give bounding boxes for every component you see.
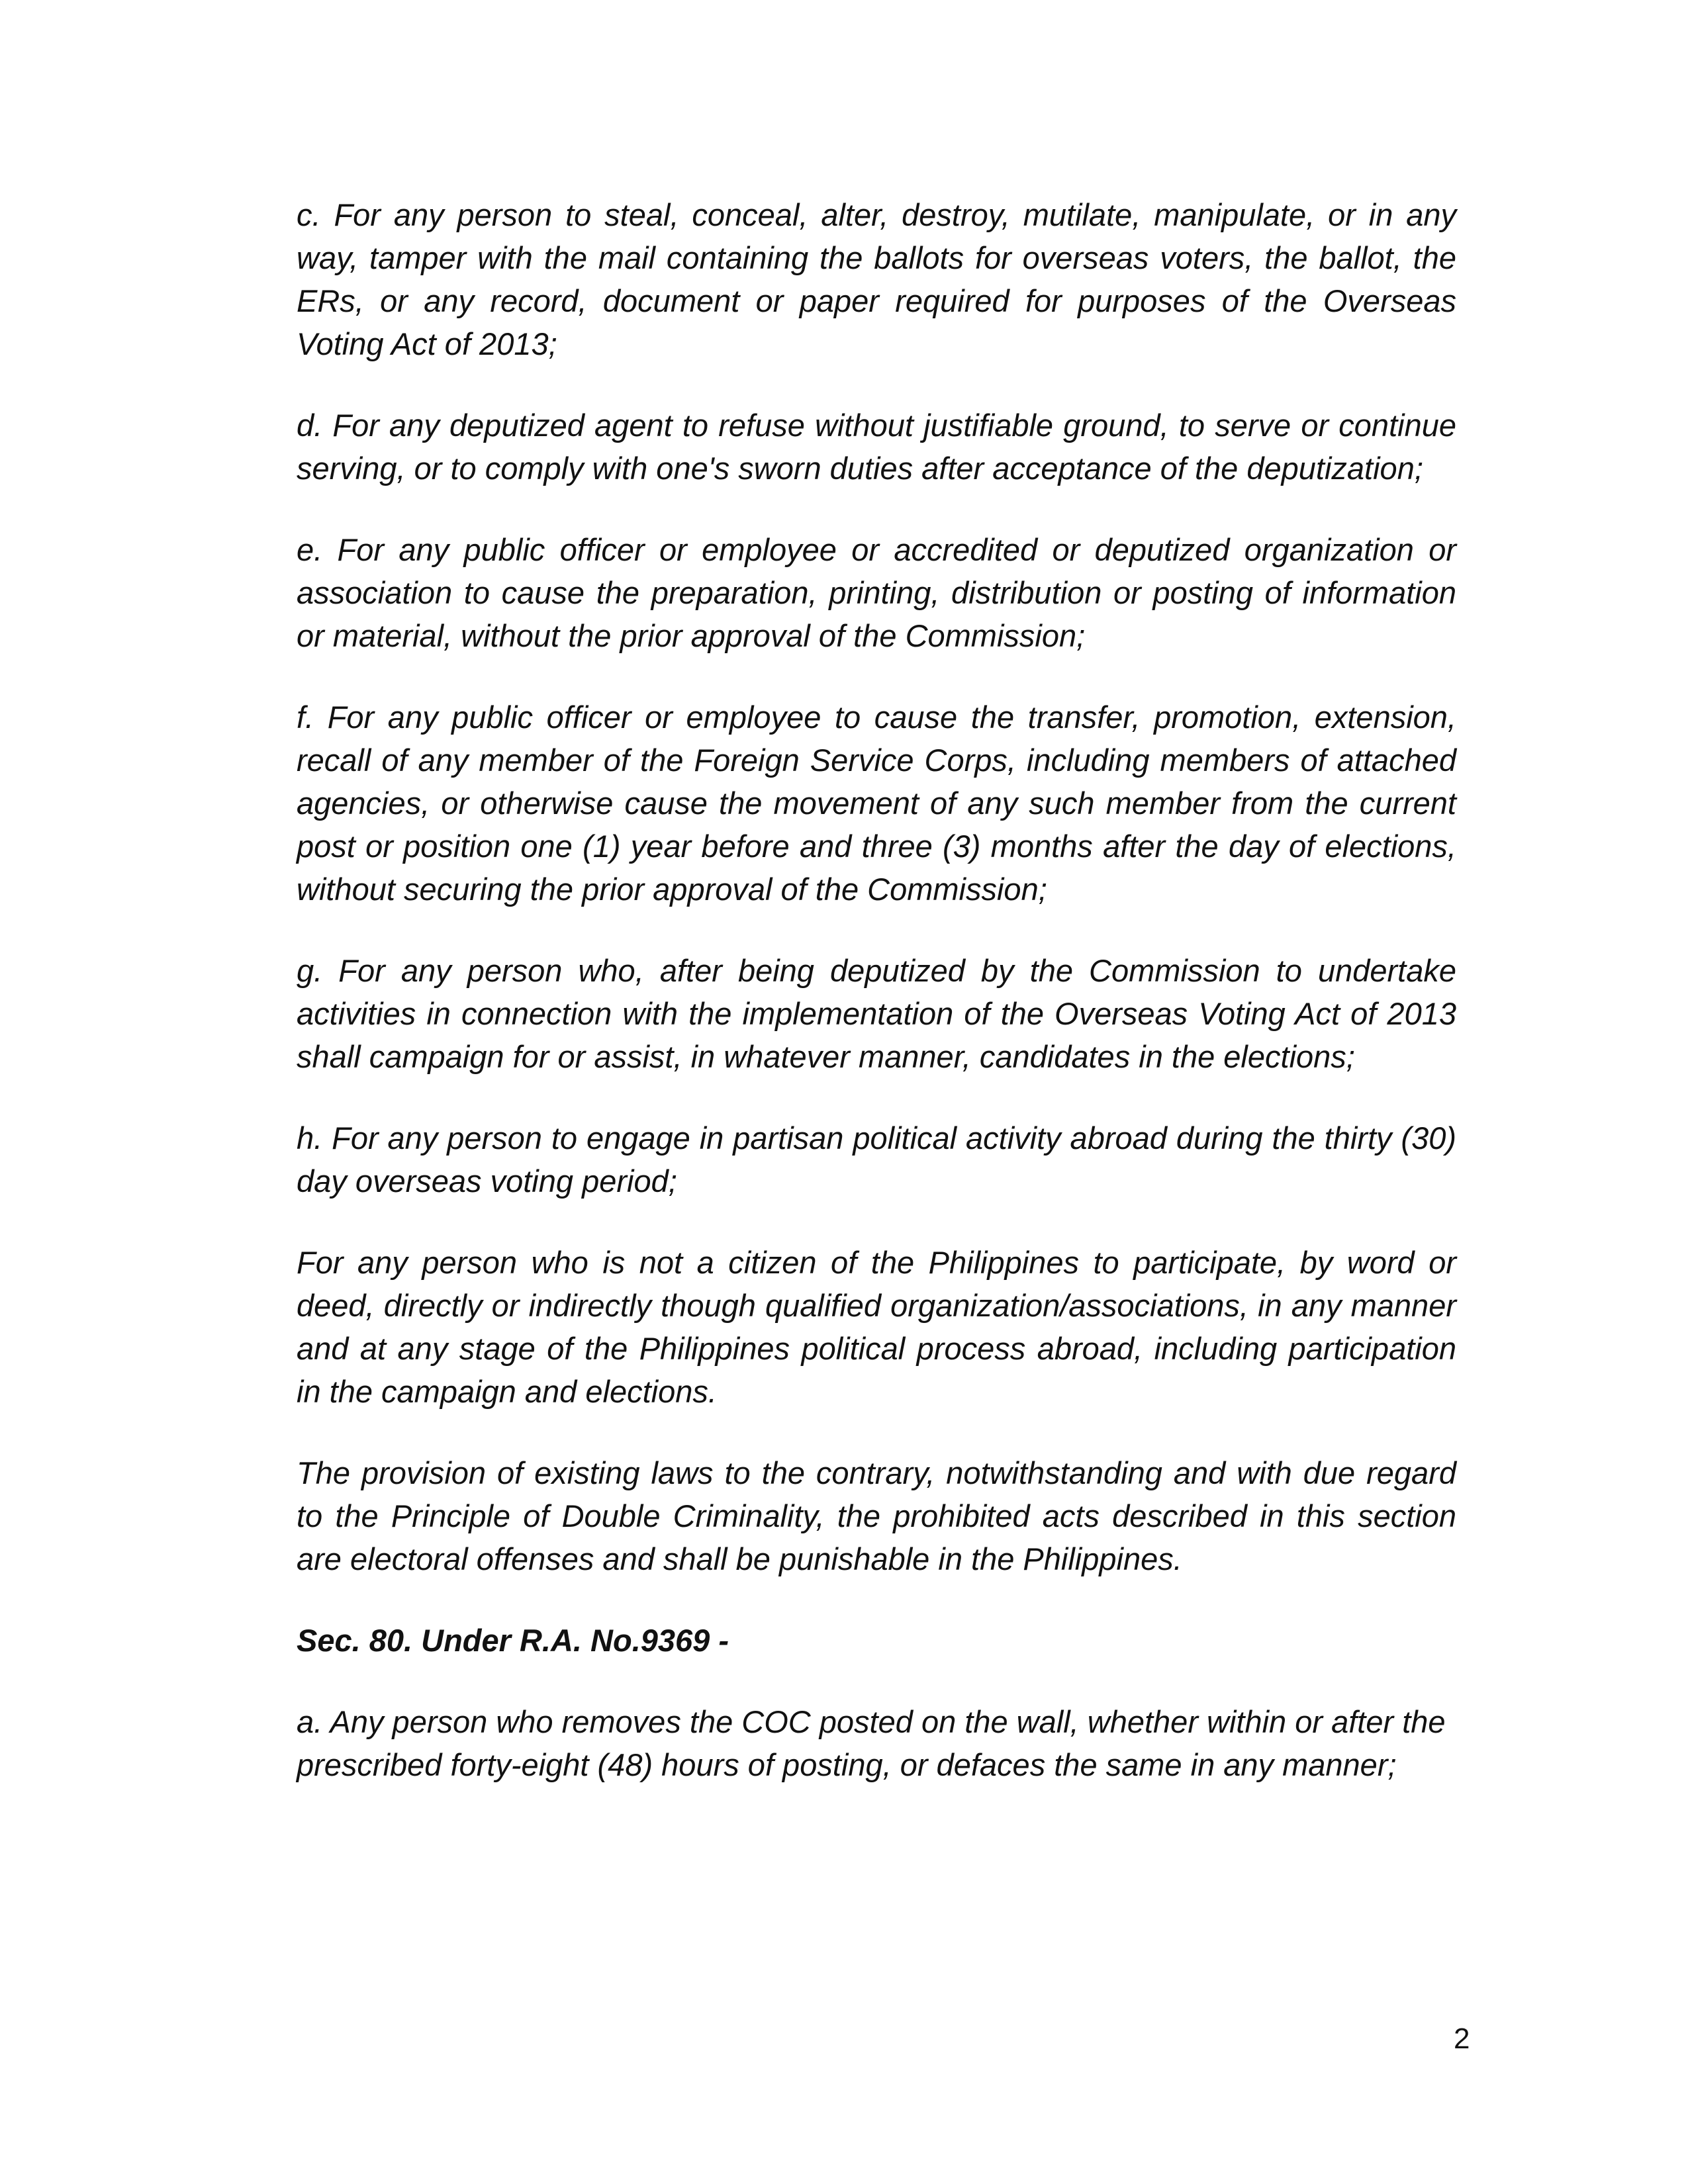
page-number: 2 xyxy=(1454,2023,1470,2055)
paragraph-c: c. For any person to steal, conceal, alter, destroy, mutilate, manipulate, or in any way, tamper with the mail containing the ballots for overseas voters, the ballot, the ERs, or any record, document or paper required for purposes of the Overseas Voting Act of 2013; xyxy=(297,197,1456,361)
paragraph-provision: The provision of existing laws to the contrary, notwithstanding and with due regard to the Principle of Double Criminality, the prohibited acts described in this section are electoral offenses and shall be punishable in the Philippines. xyxy=(297,1455,1456,1576)
paragraph-non-citizen: For any person who is not a citizen of the Philippines to participate, by word or deed, directly or indirectly though qualified organization/associations, in any manner and at any stage of the Philippines political process abroad, including participation in the campaign and elections. xyxy=(297,1245,1456,1409)
document-body xyxy=(297,193,1456,1825)
paragraph-h: h. For any person to engage in partisan political activity abroad during the thirty (30) day overseas voting period; xyxy=(297,1120,1456,1199)
paragraph-e: e. For any public officer or employee or accredited or deputized organization or association to cause the preparation, printing, distribution or posting of information or material, without the prior approval of the Commission; xyxy=(297,532,1456,653)
paragraph-f: f. For any public officer or employee to cause the transfer, promotion, extension, recall of any member of the Foreign Service Corps, including members of attached agencies, or otherwise cause the movement of any such member from the current post or position one (1) year before and three (3) months after the day of elections, without securing the prior approval of the Commission; xyxy=(297,700,1456,907)
paragraph-g: g. For any person who, after being deputized by the Commission to undertake activities in connection with the implementation of the Overseas Voting Act of 2013 shall campaign for or assist, in whatever manner, candidates in the elections; xyxy=(297,953,1456,1074)
paragraph-a-9369: a. Any person who removes the COC posted on the wall, whether within or after the prescribed forty-eight (48) hours of posting, or defaces the same in any manner; xyxy=(297,1704,1446,1782)
paragraph-d: d. For any deputized agent to refuse without justifiable ground, to serve or continue serving, or to comply with one's sworn duties after acceptance of the deputization; xyxy=(297,408,1456,486)
section-heading: Sec. 80. Under R.A. No.9369 - xyxy=(297,1623,729,1658)
